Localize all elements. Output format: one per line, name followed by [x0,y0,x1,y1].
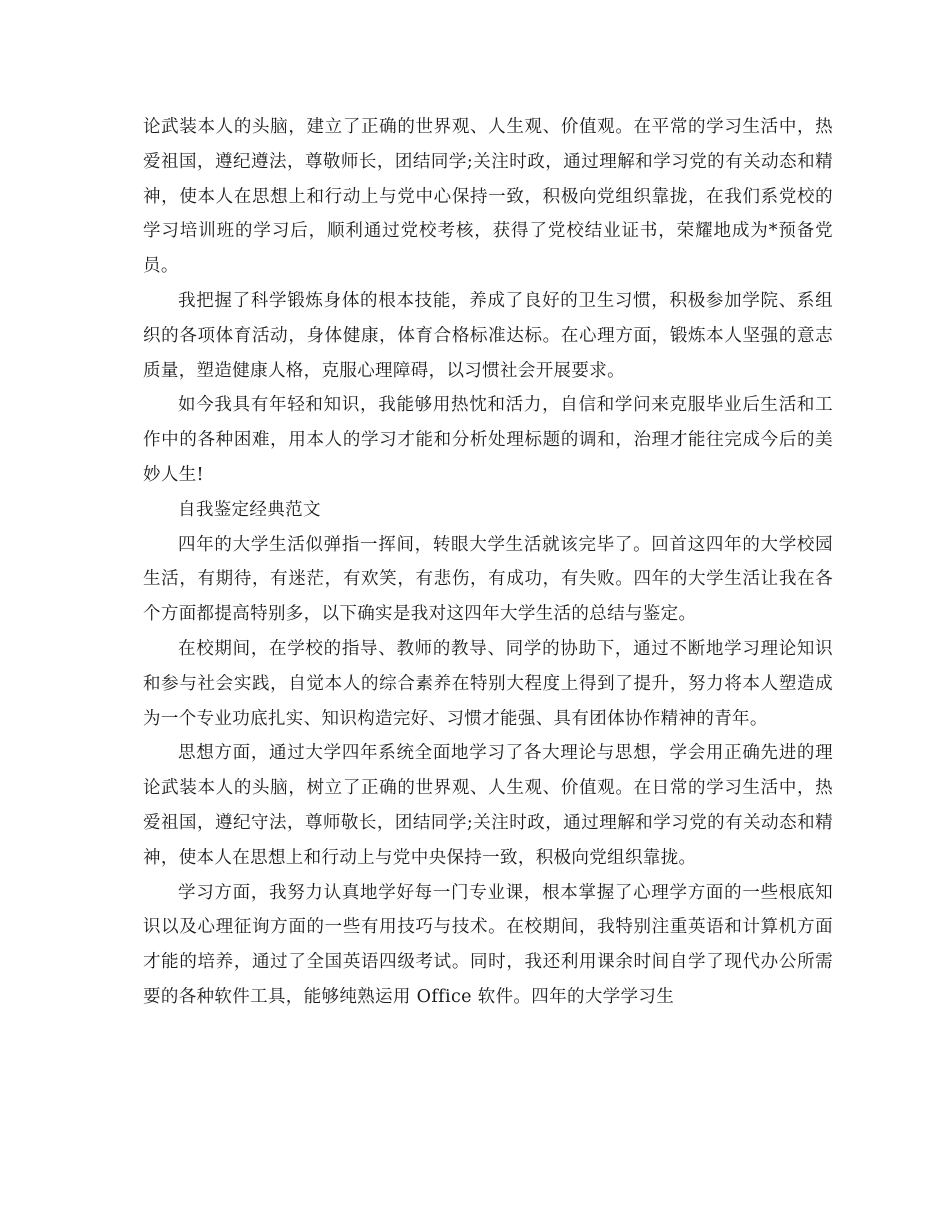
paragraph-7: 思想方面，通过大学四年系统全面地学习了各大理论与思想，学会用正确先进的理论武装本人的头脑，树立了正确的世界观、人生观、价值观。在日常的学习生活中，热爱祖国，遵纪守法，尊师敬长，团结同学;关注时政，通过理解和学习党的有关动态和精神，使本人在思想上和行动上与党中央保持一致，积极向党组织靠拢。 [143,743,833,868]
document-body [143,110,833,1015]
paragraph-6: 在校期间，在学校的指导、教师的教导、同学的协助下，通过不断地学习理论知识和参与社会实践，自觉本人的综合素养在特别大程度上得到了提升，努力将本人塑造成为一个专业功底扎实、知识构造完好、习惯才能强、具有团体协作精神的青年。 [143,638,833,729]
paragraph-1: 论武装本人的头脑，建立了正确的世界观、人生观、价值观。在平常的学习生活中，热爱祖国，遵纪遵法，尊敬师长，团结同学;关注时政，通过理解和学习党的有关动态和精神，使本人在思想上和行动上与党中心保持一致，积极向党组织靠拢，在我们系党校的学习培训班的学习后，顺利通过党校考核，获得了党校结业证书，荣耀地成为*预备党员。 [143,117,833,277]
section-heading: 自我鉴定经典范文 [178,499,321,520]
paragraph-2: 我把握了科学锻炼身体的根本技能，养成了良好的卫生习惯，积极参加学院、系组织的各项体育活动，身体健康，体育合格标准达标。在心理方面，锻炼本人坚强的意志质量，塑造健康人格，克服心理障碍，以习惯社会开展要求。 [143,290,833,381]
paragraph-5: 四年的大学生活似弹指一挥间，转眼大学生活就该完毕了。回首这四年的大学校园生活，有期待，有迷茫，有欢笑，有悲伤，有成功，有失败。四年的大学生活让我在各个方面都提高特别多，以下确实是我对这四年大学生活的总结与鉴定。 [143,534,833,625]
paragraph-8: 学习方面，我努力认真地学好每一门专业课，根本掌握了心理学方面的一些根底知识以及心理征询方面的一些有用技巧与技术。在校期间，我特别注重英语和计算机方面才能的培养，通过了全国英语四级考试。同时，我还利用课余时间自学了现代办公所需要的各种软件工具，能够纯熟运用 Office 软件。四年的大学学习生 [143,882,833,1007]
paragraph-3: 如今我具有年轻和知识，我能够用热忱和活力，自信和学问来克服毕业后生活和工作中的各种困难，用本人的学习才能和分析处理标题的调和，治理才能往完成今后的美妙人生! [143,395,833,485]
